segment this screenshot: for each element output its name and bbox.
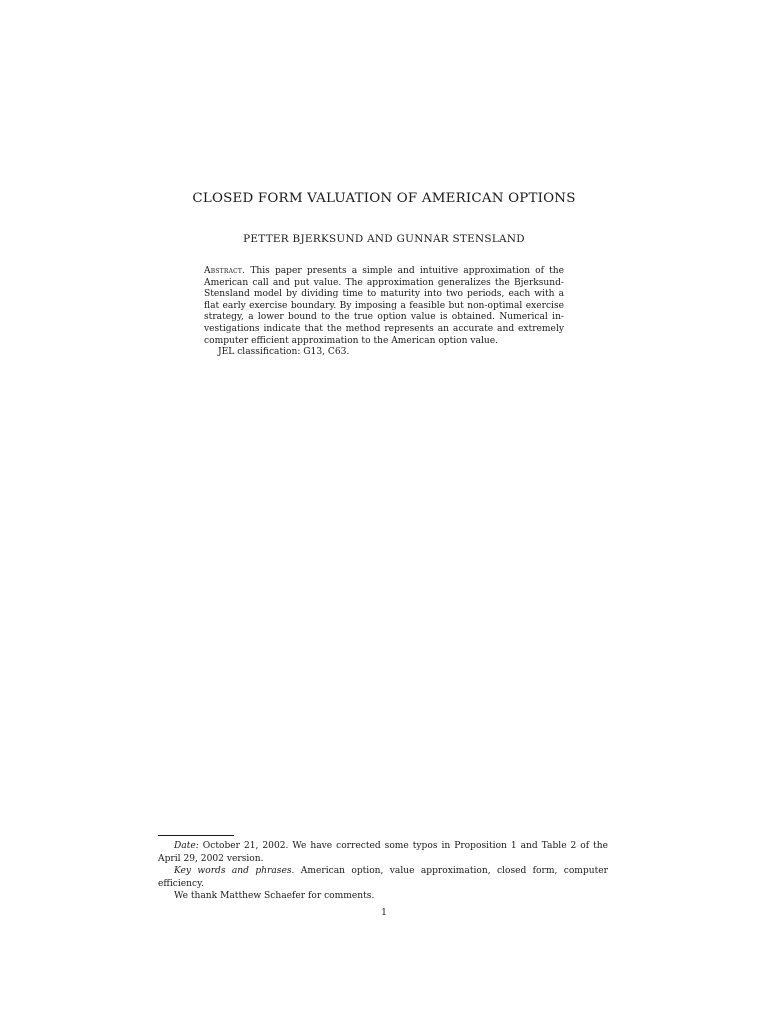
footnotes-block: [158, 840, 608, 903]
paper-title: CLOSED FORM VALUATION OF AMERICAN OPTIONS: [192, 191, 576, 206]
abstract-line: [204, 266, 564, 278]
footnote-date-continued: April 29, 2002 version.: [158, 853, 264, 864]
abstract-line: flat early exercise boundary. By imposing a feasible but non-optimal exercise: [204, 300, 564, 311]
paper-authors: PETTER BJERKSUND AND GUNNAR STENSLAND: [243, 233, 525, 245]
abstract-text: This paper presents a simple and intuitive approximation of the: [250, 266, 564, 276]
footnote-keywords-label: Key words and phrases.: [174, 866, 295, 877]
abstract-label: Abstract.: [204, 266, 246, 276]
abstract-line: American call and put value. The approximation generalizes the Bjerksund-: [204, 277, 564, 288]
footnote-date-text: October 21, 2002. We have corrected some typos in Proposition 1 and Table 2 of the: [202, 841, 608, 851]
footnote-date: [158, 840, 608, 853]
footnote-divider: [158, 835, 234, 836]
footnote-keywords: [158, 865, 608, 878]
footnote-date-label: Date:: [174, 841, 199, 851]
abstract-block: [204, 266, 564, 359]
abstract-line: Stensland model by dividing time to maturity into two periods, each with a: [204, 289, 564, 300]
page-number: 1: [381, 908, 387, 918]
jel-classification: JEL classification: G13, C63.: [218, 347, 350, 358]
footnote-keywords-text: American option, value approximation, closed form, computer: [300, 866, 608, 877]
footnote-keywords-continued: efficiency.: [158, 878, 204, 889]
abstract-line: computer efficient approximation to the American option value.: [204, 335, 499, 346]
abstract-line: strategy, a lower bound to the true option value is obtained. Numerical in-: [204, 312, 564, 323]
footnote-thanks: We thank Matthew Schaefer for comments.: [174, 891, 375, 902]
abstract-line: vestigations indicate that the method represents an accurate and extremely: [204, 323, 564, 334]
